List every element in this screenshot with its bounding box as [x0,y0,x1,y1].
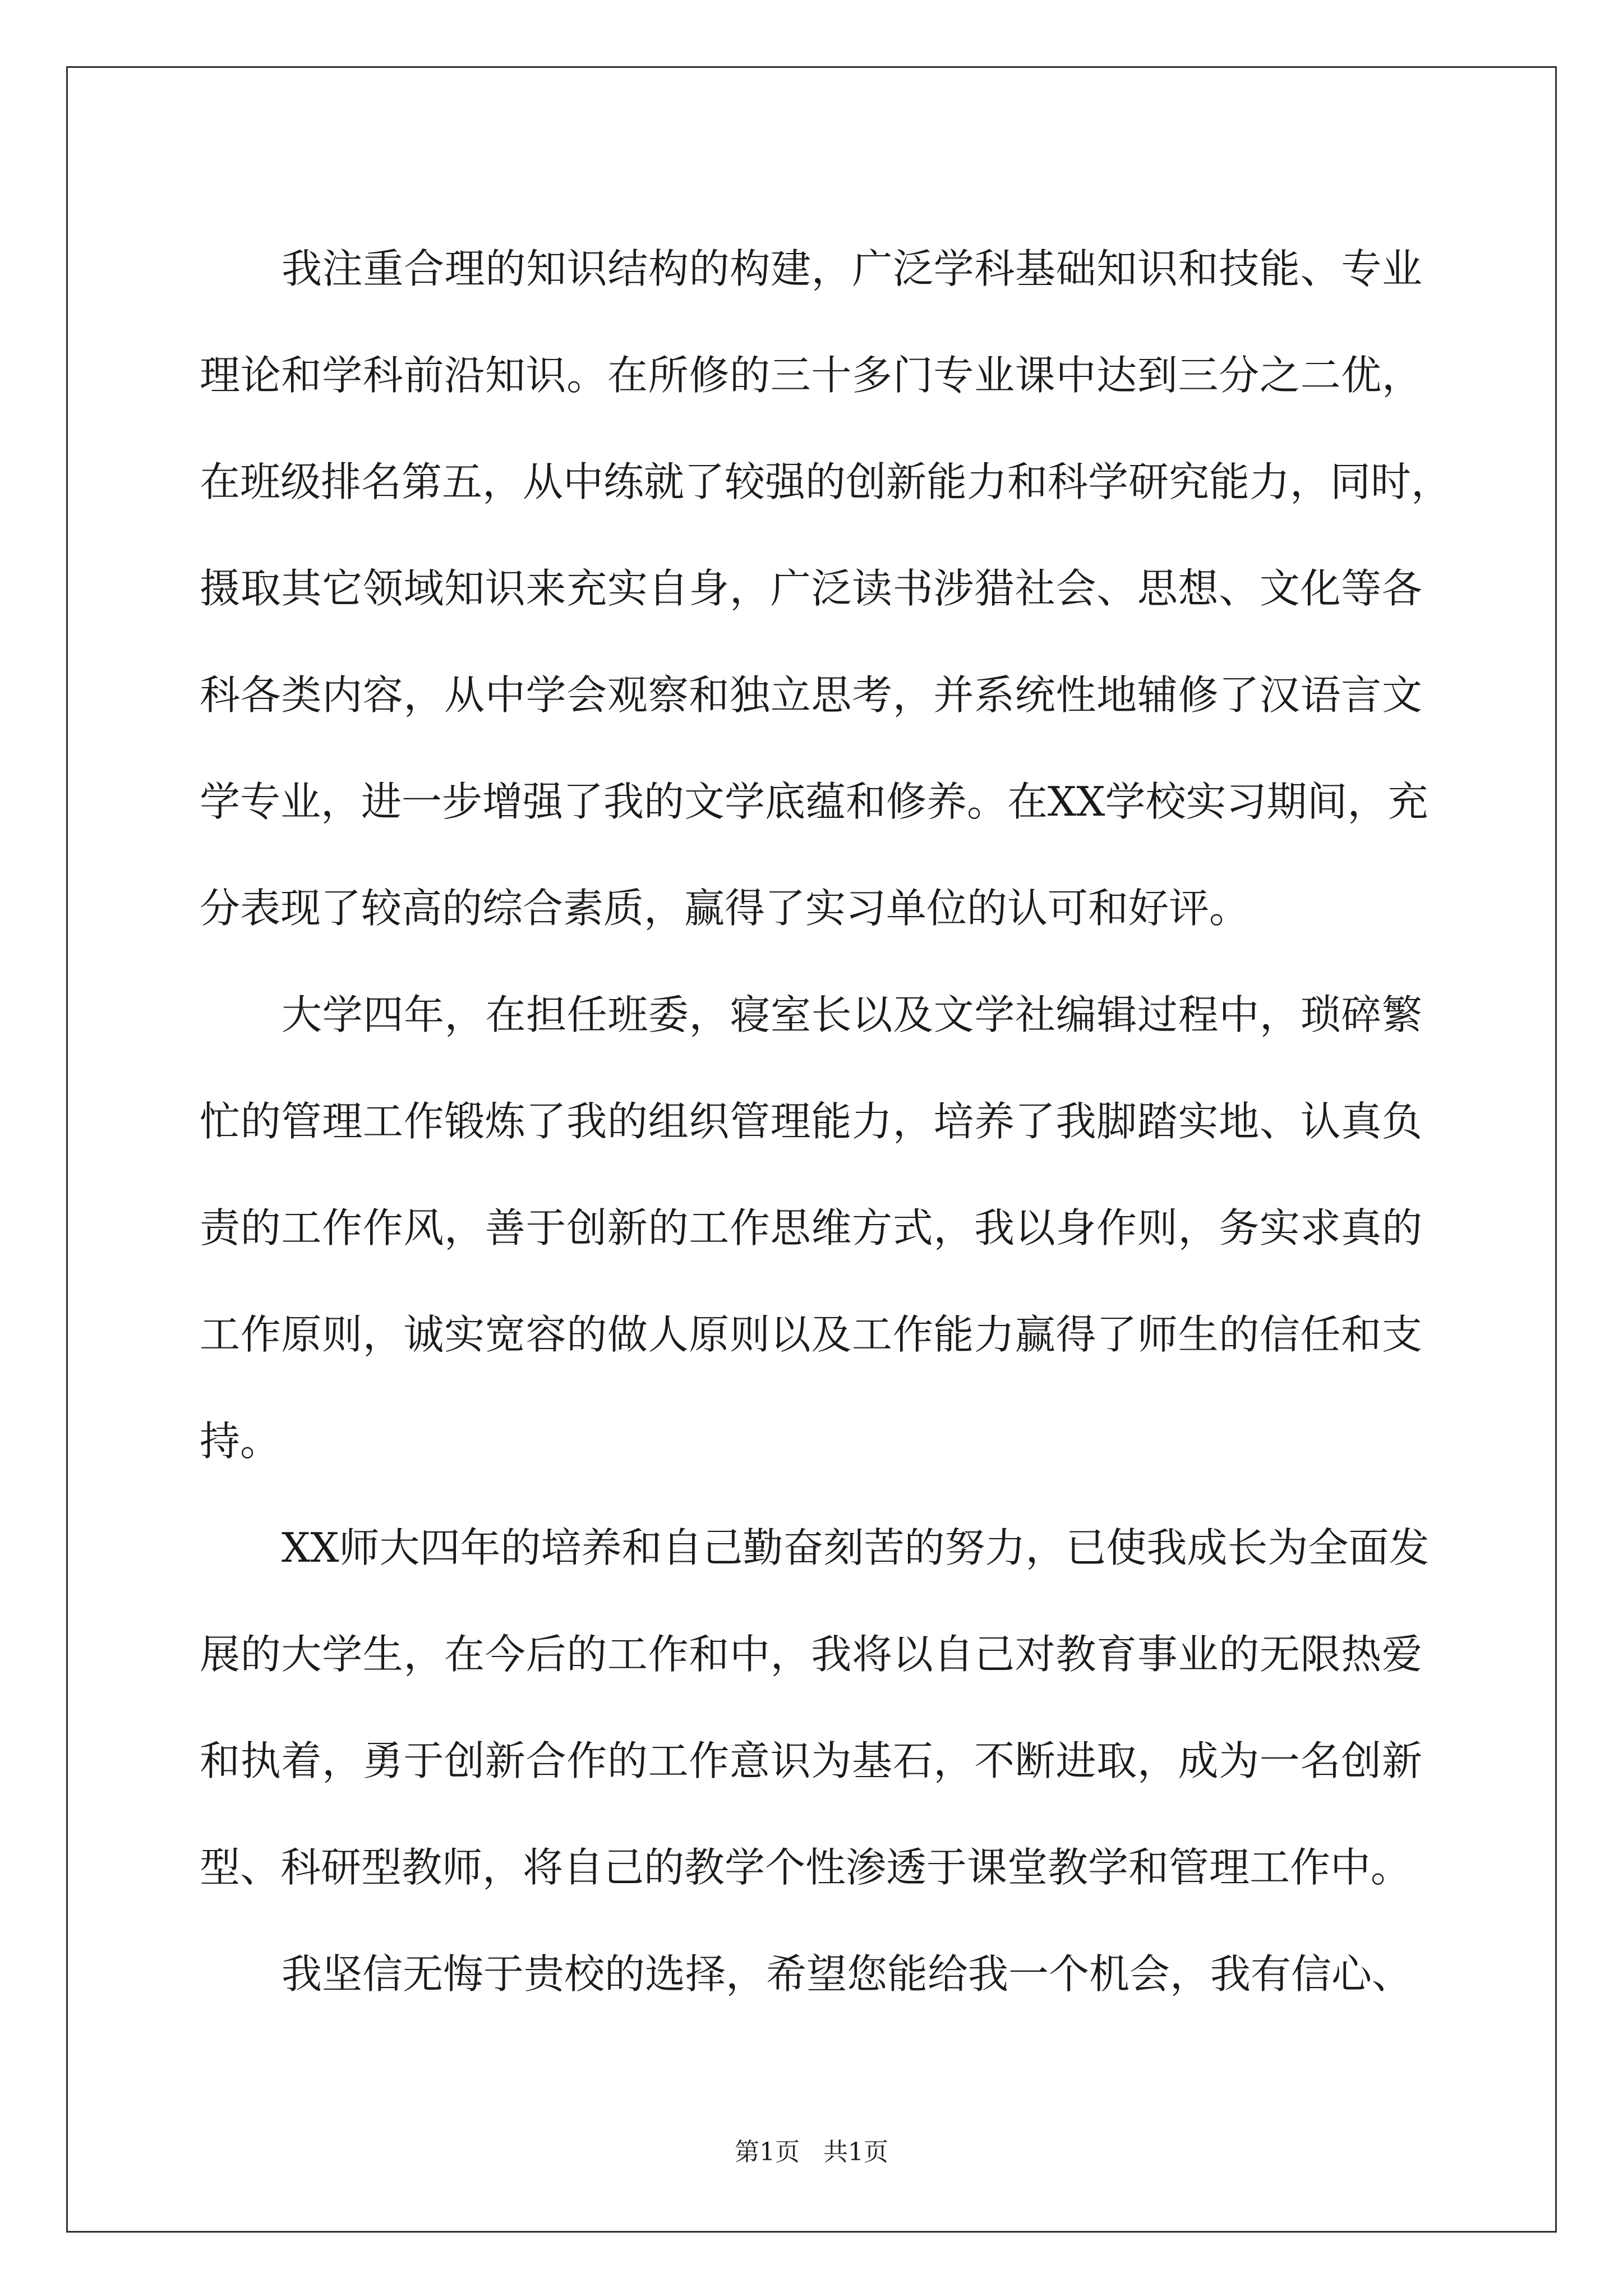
document-body [200,215,1452,2027]
paragraph-line: 持。 [200,1418,281,1465]
paragraph-line: 我坚信无悔于贵校的选择，希望您能给我一个机会，我有信心、 [282,1950,1413,1998]
paragraph-line: 展的大学生，在今后的工作和中，我将以自己对教育事业的无限热爱 [200,1631,1422,1678]
paragraph-line: 大学四年，在担任班委，寝室长以及文学社编辑过程中，琐碎繁 [282,991,1422,1038]
paragraph-line: 工作原则，诚实宽容的做人原则以及工作能力赢得了师生的信任和支 [200,1311,1422,1358]
paragraph-line: 理论和学科前沿知识。在所修的三十多门专业课中达到三分之二优， [200,352,1422,399]
paragraph-line: 忙的管理工作锻炼了我的组织管理能力，培养了我脚踏实地、认真负 [200,1098,1422,1145]
paragraph-1 [200,215,1452,961]
page-number-current: 第1页 [735,2138,800,2166]
paragraph-line: 型、科研型教师，将自己的教学个性渗透于课堂教学和管理工作中。 [200,1844,1412,1891]
page-number-total: 共1页 [823,2138,888,2166]
paragraph-4 [200,1921,1422,2027]
paragraph-line: 我注重合理的知识结构的构建，广泛学科基础知识和技能、专业 [282,245,1422,292]
page-footer [0,2132,1623,2168]
paragraph-line: 科各类内容，从中学会观察和独立思考，并系统性地辅修了汉语言文 [200,671,1422,719]
paragraph-line: 摄取其它领域知识来充实自身，广泛读书涉猎社会、思想、文化等各 [200,565,1422,612]
paragraph-line: 责的工作作风，善于创新的工作思维方式，我以身作则，务实求真的 [200,1204,1422,1251]
paragraph-line: XX师大四年的培养和自己勤奋刻苦的努力，已使我成长为全面发 [282,1524,1430,1571]
paragraph-3 [200,1494,1430,1921]
paragraph-2 [200,961,1422,1494]
paragraph-line: 在班级排名第五，从中练就了较强的创新能力和科学研究能力，同时， [200,458,1452,505]
paragraph-line: 分表现了较高的综合素质，赢得了实习单位的认可和好评。 [200,885,1250,932]
paragraph-line: 和执着，勇于创新合作的工作意识为基石，不断进取，成为一名创新 [200,1737,1422,1784]
paragraph-line: 学专业，进一步增强了我的文学底蕴和修养。在XX学校实习期间，充 [200,778,1428,825]
